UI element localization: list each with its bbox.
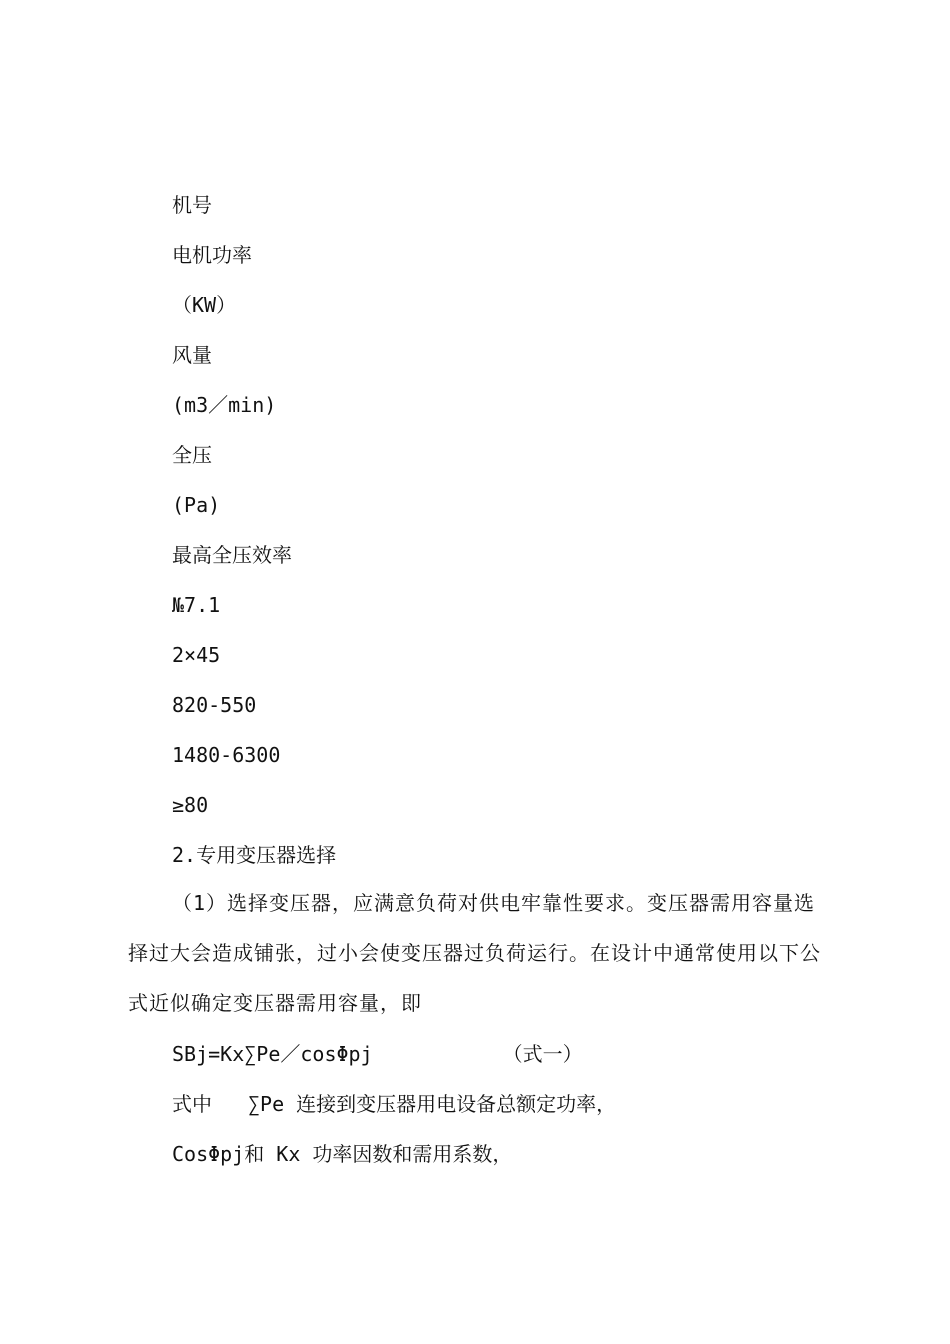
- body-paragraph: （1）选择变压器，应满意负荷对供电牢靠性要求。变压器需用容量选择过大会造成铺张，过小会使变压器过负荷运行。在设计中通常使用以下公式近似确定变压器需用容量，即: [128, 891, 821, 1015]
- fan-power-unit: （KW）: [172, 293, 237, 317]
- fan-airflow-unit: (m3／min): [172, 393, 277, 417]
- fan-efficiency-header: 最高全压效率: [172, 543, 292, 567]
- where-label: 式中: [172, 1092, 212, 1116]
- formula-tag: （式一）: [502, 1042, 583, 1066]
- where-line-2: [172, 1142, 512, 1166]
- fan-airflow-value: 820-550: [172, 693, 257, 717]
- section-heading: 2.专用变压器选择: [172, 843, 337, 867]
- where-desc-2: 功率因数和需用系数，: [312, 1142, 513, 1166]
- where-term-1: ∑Pe: [248, 1092, 285, 1116]
- where-term-2: CosΦpj和 Kx: [172, 1142, 301, 1166]
- fan-model-header: 机号: [172, 193, 212, 217]
- fan-power-header: 电机功率: [172, 243, 252, 267]
- formula-expression: SBj=Kx∑Pe／cosΦpj: [172, 1042, 373, 1066]
- fan-model-value: №7.1: [172, 593, 221, 617]
- fan-airflow-header: 风量: [172, 343, 212, 367]
- fan-pressure-header: 全压: [172, 443, 212, 467]
- where-line-1: [172, 1092, 616, 1116]
- where-desc-1: 连接到变压器用电设备总额定功率，: [296, 1092, 617, 1116]
- fan-pressure-value: 1480-6300: [172, 743, 281, 767]
- fan-power-value: 2×45: [172, 643, 221, 667]
- fan-pressure-unit: (Pa): [172, 493, 221, 517]
- fan-efficiency-value: ≥80: [172, 793, 209, 817]
- formula-line: [172, 1042, 583, 1066]
